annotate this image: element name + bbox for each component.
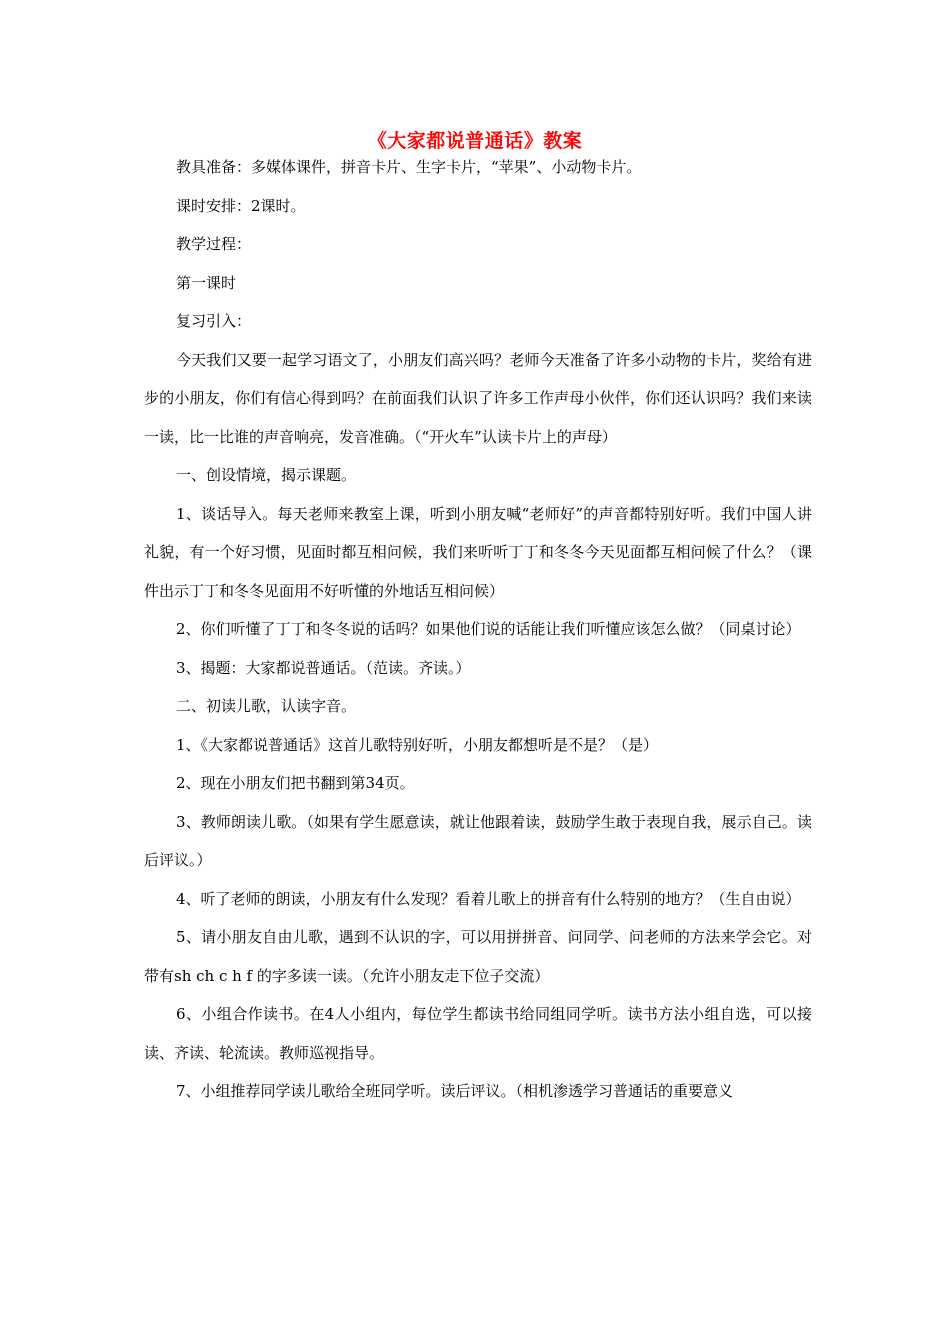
document-body [144,148,812,1111]
paragraph-process-heading: 教学过程： [176,235,252,253]
paragraph-item-1-3: 3、揭题：大家都说普通话。（范读。齐读。） [176,658,471,677]
paragraph-item-2-1: 1、《大家都说普通话》这首儿歌特别好听，小朋友都想听是不是？（是） [176,735,659,754]
paragraph-item-2-7: 7、小组推荐同学读儿歌给全班同学听。读后评议。（相机渗透学习普通话的重要意义 [176,1082,734,1100]
paragraph-review-heading: 复习引入： [176,312,252,330]
paragraph-materials: 教具准备：多媒体课件，拼音卡片、生字卡片，“苹果”、小动物卡片。 [176,158,642,176]
paragraph-section-one: 一、创设情境，揭示课题。 [176,466,357,484]
paragraph-item-1-1: 1、谈话导入。每天老师来教室上课，听到小朋友喊“老师好”的声音都特别好听。我们中国人讲礼貌，有一个好习惯，见面时都互相问候，我们来听听丁丁和冬冬今天见面都互相问候了什么？（课件出示丁丁和冬冬见面用不好听懂的外地话互相问候） [144,504,812,600]
document-title: 《大家都说普通话》教案 [367,130,583,152]
paragraph-item-2-3: 3、教师朗读儿歌。（如果有学生愿意读，就让他跟着读，鼓励学生敢于表现自我，展示自己。读后评议。） [144,812,812,869]
paragraph-section-two: 二、初读儿歌，认读字音。 [176,697,357,715]
paragraph-lesson-one: 第一课时 [176,273,237,292]
paragraph-schedule: 课时安排：2课时。 [176,196,306,215]
paragraph-review-intro: 今天我们又要一起学习语文了，小朋友们高兴吗？老师今天准备了许多小动物的卡片，奖给有进步的小朋友，你们有信心得到吗？在前面我们认识了许多工作声母小伙伴，你们还认识吗？我们来读一读，比一比谁的声音响亮，发音准确。（“开火车”认读卡片上的声母） [144,350,812,446]
paragraph-item-2-4: 4、听了老师的朗读，小朋友有什么发现？看着儿歌上的拼音有什么特别的地方？（生自由说） [176,889,801,908]
paragraph-item-2-6: 6、小组合作读书。在4人小组内，每位学生都读书给同组同学听。读书方法小组自选，可以接读、齐读、轮流读。教师巡视指导。 [144,1005,812,1062]
paragraph-item-1-2: 2、你们听懂了丁丁和冬冬说的话吗？如果他们说的话能让我们听懂应该怎么做？（同桌讨论） [176,620,801,638]
paragraph-item-2-2: 2、现在小朋友们把书翻到第34页。 [176,774,415,792]
paragraph-item-2-5: 5、请小朋友自由儿歌，遇到不认识的字，可以用拼拼音、问同学、问老师的方法来学会它。对带有sh ch c h f 的字多读一读。（允许小朋友走下位子交流） [144,928,812,985]
